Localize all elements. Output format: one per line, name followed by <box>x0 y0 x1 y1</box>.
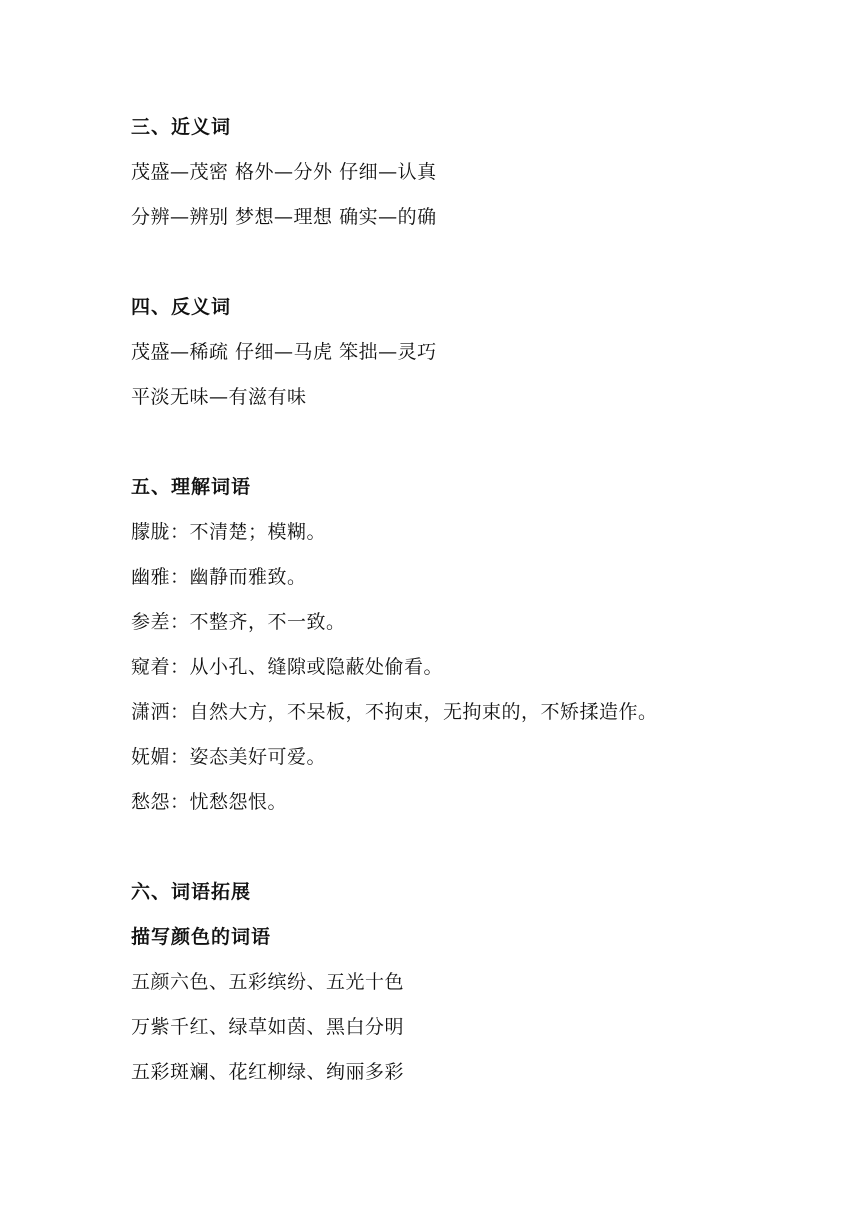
synonym-line: 分辨—辨别 梦想—理想 确实—的确 <box>131 206 437 228</box>
antonym-line: 茂盛—稀疏 仔细—马虎 笨拙—灵巧 <box>131 341 437 363</box>
antonym-line: 平淡无味—有滋有味 <box>131 386 307 408</box>
synonym-line: 茂盛—茂密 格外—分外 仔细—认真 <box>131 161 437 183</box>
definition-line: 妩媚：姿态美好可爱。 <box>131 746 327 768</box>
color-words-line: 万紫千红、绿草如茵、黑白分明 <box>131 1016 405 1038</box>
section-heading-word-expansion: 六、词语拓展 <box>131 881 252 903</box>
definition-line: 参差：不整齐，不一致。 <box>131 611 346 633</box>
definition-line: 朦胧：不清楚；模糊。 <box>131 521 327 543</box>
definition-line: 幽雅：幽静而雅致。 <box>131 566 307 588</box>
section-heading-antonyms: 四、反义词 <box>131 296 232 318</box>
color-words-line: 五彩斑斓、花红柳绿、绚丽多彩 <box>131 1061 405 1083</box>
definition-line: 窥着：从小孔、缝隙或隐蔽处偷看。 <box>131 656 444 678</box>
section-heading-word-meanings: 五、理解词语 <box>131 476 252 498</box>
section-heading-synonyms: 三、近义词 <box>131 116 232 138</box>
subheading-color-words: 描写颜色的词语 <box>131 926 272 948</box>
color-words-line: 五颜六色、五彩缤纷、五光十色 <box>131 971 405 993</box>
definition-line: 潇洒：自然大方，不呆板，不拘束，无拘束的，不矫揉造作。 <box>131 701 658 723</box>
definition-line: 愁怨：忧愁怨恨。 <box>131 791 288 813</box>
